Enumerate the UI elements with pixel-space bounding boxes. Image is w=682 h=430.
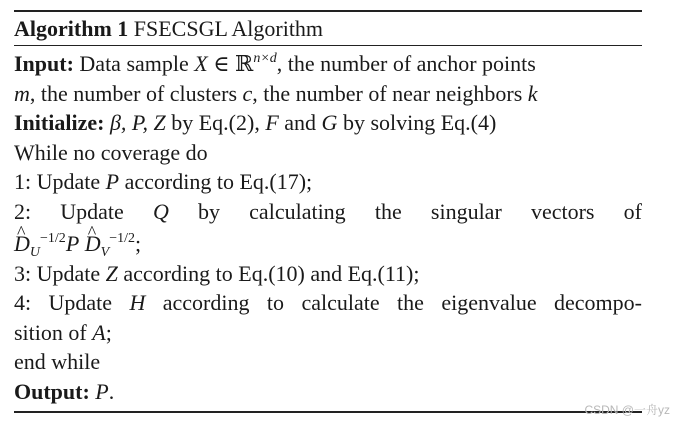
step-var-p: P xyxy=(105,169,120,195)
input-var-x: X xyxy=(194,51,208,76)
step-var-a: A xyxy=(92,319,106,345)
step-word: of xyxy=(623,198,642,224)
output-label: Output: xyxy=(14,378,90,404)
math-superscript: −1/2 xyxy=(109,230,136,246)
step-word: the xyxy=(397,290,424,316)
initialize-text: by solving Eq.(4) xyxy=(337,110,497,136)
step-word: singular xyxy=(430,198,502,224)
math-end: ; xyxy=(135,230,142,256)
watermark: CSDN @一舟yz xyxy=(584,403,670,417)
step-var-q: Q xyxy=(152,198,169,224)
step-text: 1: Update xyxy=(14,169,106,195)
input-text: , the number of clusters xyxy=(29,80,243,106)
step-word: to xyxy=(266,290,285,316)
initialize-var-g: G xyxy=(321,110,338,136)
input-superscript: n×d xyxy=(253,51,277,66)
end-while-line: end while xyxy=(14,349,101,375)
input-text: ∈ ℝ xyxy=(207,51,254,76)
input-line-1 xyxy=(14,49,642,79)
step-word: vectors xyxy=(530,198,595,224)
step-word: Update xyxy=(60,198,124,224)
input-line-2 xyxy=(14,79,642,109)
input-var-m: m xyxy=(14,80,30,106)
math-var-p: P xyxy=(65,230,80,256)
output-end: . xyxy=(108,378,115,404)
algorithm-box xyxy=(14,10,642,413)
step-2-line-1 xyxy=(14,197,642,227)
step-word: 4: xyxy=(14,290,32,316)
output-var-p: P xyxy=(95,378,109,404)
step-text: 3: Update xyxy=(14,260,106,286)
input-label: Input: xyxy=(14,51,74,76)
step-word: 2: xyxy=(14,198,32,224)
step-word: decompo- xyxy=(554,290,642,316)
initialize-line xyxy=(14,108,642,138)
math-superscript: −1/2 xyxy=(40,230,66,246)
math-d-hat: ^ D xyxy=(85,229,101,259)
algorithm-title xyxy=(14,12,642,45)
input-text: , the number of anchor points xyxy=(276,51,536,76)
step-2-line-2 xyxy=(14,227,642,259)
step-word: Update xyxy=(48,290,113,316)
output-line xyxy=(14,377,642,407)
step-word: the xyxy=(374,198,402,224)
bottom-rule xyxy=(14,411,642,413)
input-var-c: c xyxy=(242,80,253,106)
initialize-vars: β, P, Z xyxy=(104,110,166,136)
step-3 xyxy=(14,259,642,289)
step-4-line-1 xyxy=(14,288,642,318)
step-var-h: H xyxy=(129,290,146,316)
step-1 xyxy=(14,167,642,197)
math-d-hat: ^ D xyxy=(14,229,30,259)
input-var-k: k xyxy=(527,80,538,106)
step-var-z: Z xyxy=(105,260,118,286)
step-word: calculate xyxy=(301,290,380,316)
while-line: While no coverage do xyxy=(14,139,208,165)
step-word: eigenvalue xyxy=(441,290,537,316)
input-text: , the number of near neighbors xyxy=(252,80,528,106)
algorithm-name: FSECSGL Algorithm xyxy=(133,16,324,41)
step-text: according to Eq.(10) and Eq.(11); xyxy=(117,260,420,286)
math-subscript: U xyxy=(29,244,41,260)
step-text: sition of xyxy=(14,319,93,345)
algorithm-number: Algorithm 1 xyxy=(14,16,129,41)
initialize-var-f: F xyxy=(265,110,279,136)
step-text: ; xyxy=(105,319,112,345)
step-word: calculating xyxy=(249,198,346,224)
initialize-text: and xyxy=(278,110,322,136)
initialize-text: by Eq.(2), xyxy=(165,110,266,136)
step-4-line-2 xyxy=(14,318,642,348)
algorithm-body xyxy=(14,46,642,407)
step-word: according xyxy=(162,290,250,316)
initialize-label: Initialize: xyxy=(14,110,105,136)
math-subscript: V xyxy=(100,244,110,260)
step-text: according to Eq.(17); xyxy=(119,169,313,195)
input-text: Data sample xyxy=(79,51,195,76)
step-word: by xyxy=(198,198,221,224)
